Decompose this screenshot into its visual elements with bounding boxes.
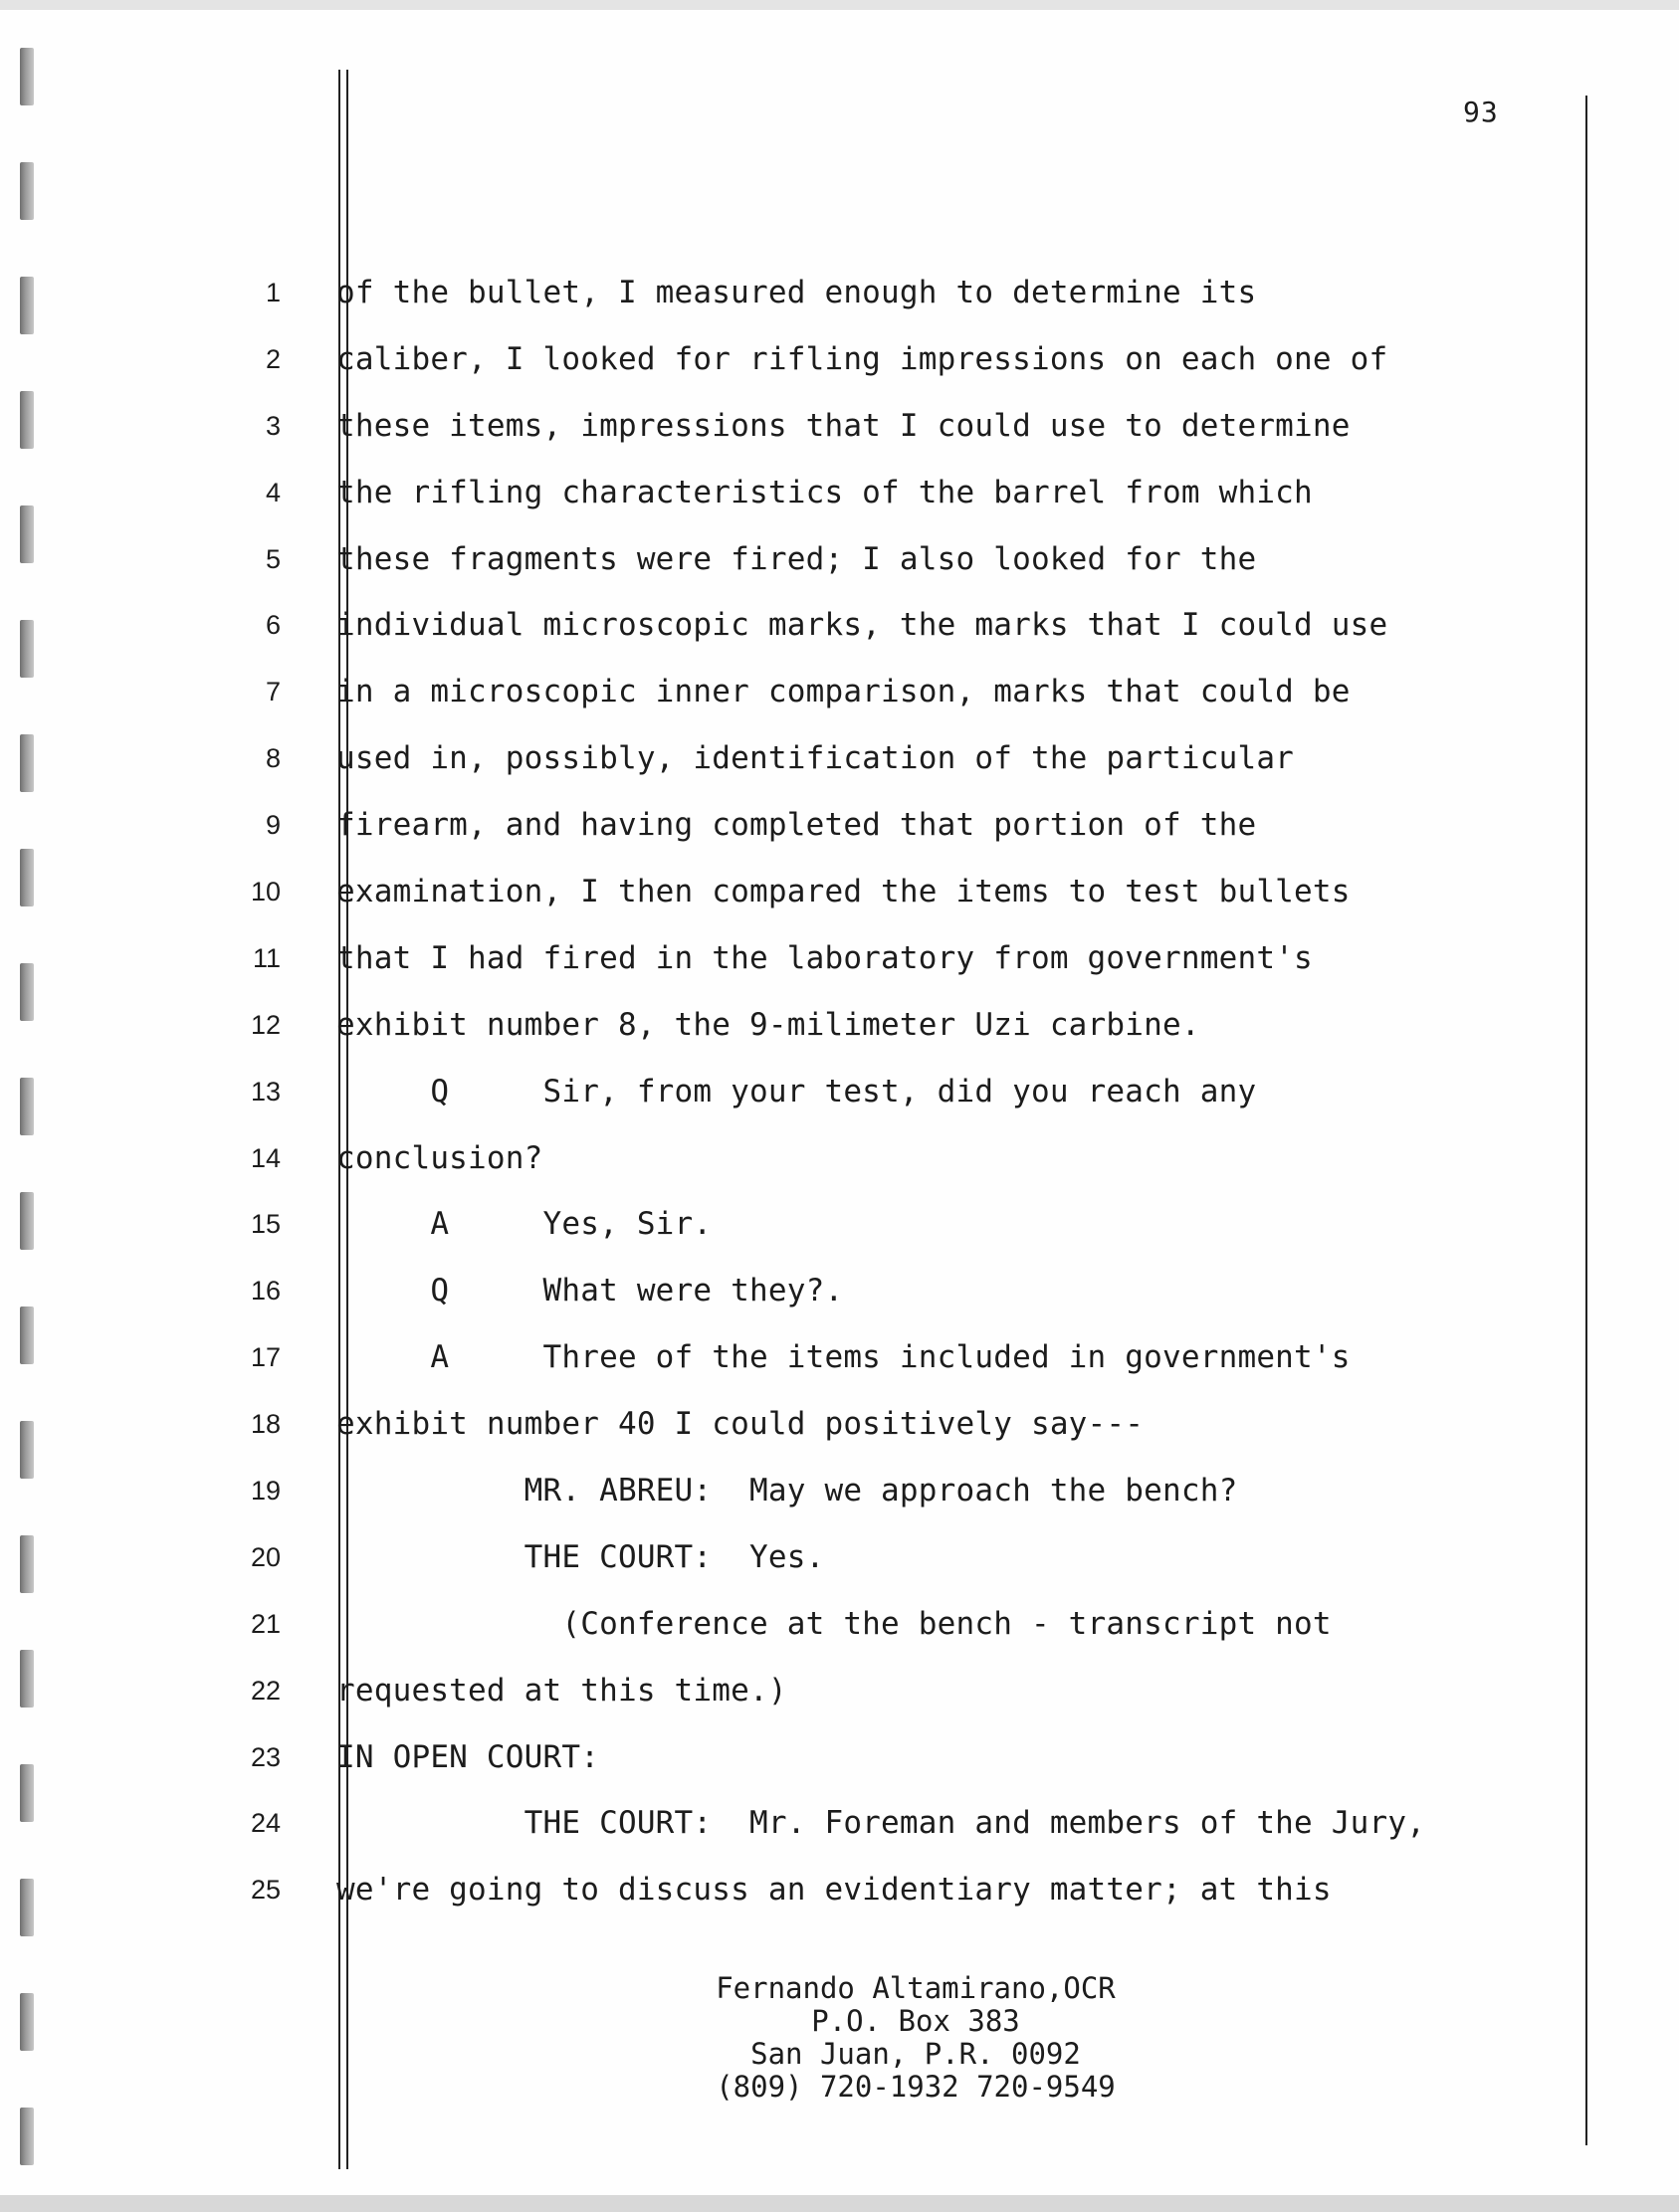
transcript-line: THE COURT: Yes. [336,1538,825,1575]
transcript-line: Q What were they?. [336,1273,844,1309]
binder-hole [20,1879,34,1936]
transcript-line: these items, impressions that I could use to determine [336,407,1351,444]
binder-hole [20,1764,34,1822]
binder-holes [0,0,60,2212]
transcript-line: individual microscopic marks, the marks that I could use [336,607,1388,644]
line-number: 25 [250,1875,281,1906]
transcript-line: Q Sir, from your test, did you reach any [336,1073,1257,1109]
binder-hole [20,1535,34,1593]
line-number: 14 [250,1142,281,1173]
line-number: 13 [250,1076,281,1106]
binder-hole [20,1078,34,1135]
line-number: 19 [250,1476,281,1507]
line-number: 11 [252,942,281,973]
transcript-line: the rifling characteristics of the barrel from which [336,474,1313,510]
binder-hole [20,48,34,105]
line-number: 23 [250,1741,281,1772]
line-number: 4 [265,477,281,507]
transcript-line: we're going to discuss an evidentiary matter; at this [336,1872,1332,1909]
transcript-line: A Yes, Sir. [336,1206,713,1243]
line-number: 6 [265,610,281,641]
line-number: 3 [265,410,281,441]
reporter-po-box: P.O. Box 383 [811,2004,1020,2038]
transcript-line: caliber, I looked for rifling impressions on each one of [336,340,1388,377]
line-number: 18 [250,1409,281,1440]
line-number: 20 [250,1541,281,1572]
line-number: 10 [250,877,281,907]
binder-hole [20,849,34,906]
line-number-column [199,277,289,1940]
reporter-name: Fernando Altamirano,OCR [716,1971,1116,2005]
binder-hole [20,391,34,449]
binder-hole [20,2108,34,2165]
line-number: 2 [265,343,281,374]
transcript-line: THE COURT: Mr. Foreman and members of the Jury, [336,1805,1426,1842]
line-number: 16 [250,1276,281,1307]
transcript-line: MR. ABREU: May we approach the bench? [336,1473,1238,1509]
transcript-line: used in, possibly, identification of the particular [336,740,1295,777]
transcript-line: of the bullet, I measured enough to determine its [336,275,1257,310]
binder-hole [20,1650,34,1708]
line-number: 7 [265,677,281,707]
binder-hole [20,1421,34,1479]
binder-hole [20,1192,34,1250]
right-margin-rule [1585,96,1587,2145]
transcript-line: exhibit number 8, the 9-milimeter Uzi carbine. [336,1006,1200,1043]
binder-hole [20,1993,34,2051]
line-number: 12 [250,1009,281,1040]
transcript-line: firearm, and having completed that portion of the [336,807,1257,844]
line-number: 1 [265,278,281,307]
line-number: 21 [250,1608,281,1639]
reporter-phone: (809) 720-1932 720-9549 [716,2070,1116,2104]
binder-hole [20,162,34,220]
binder-hole [20,620,34,678]
reporter-footer [557,1972,1274,2104]
binder-hole [20,277,34,334]
transcript-body [336,277,1491,1940]
transcript-line: requested at this time.) [336,1672,787,1709]
binder-hole [20,1307,34,1364]
line-number: 17 [250,1342,281,1373]
binder-hole [20,963,34,1021]
line-number: 15 [250,1209,281,1240]
transcript-line: exhibit number 40 I could positively say--- [336,1406,1145,1443]
line-number: 24 [250,1808,281,1839]
page-top-edge [0,0,1679,10]
binder-hole [20,505,34,563]
line-number: 9 [265,810,281,841]
line-number: 5 [265,543,281,574]
page-number: 93 [1463,96,1499,128]
transcript-line: these fragments were fired; I also looked for the [336,540,1257,577]
transcript-line: (Conference at the bench - transcript not [336,1605,1332,1642]
line-number: 8 [265,743,281,774]
transcript-line: conclusion? [336,1139,543,1176]
transcript-line: IN OPEN COURT: [336,1738,600,1775]
transcript-line: that I had fired in the laboratory from government's [336,939,1313,976]
transcript-line: in a microscopic inner comparison, marks that could be [336,674,1351,710]
transcript-line: A Three of the items included in government's [336,1339,1351,1376]
reporter-city: San Juan, P.R. 0092 [750,2037,1081,2071]
line-number: 22 [250,1675,281,1706]
page-bottom-edge [0,2195,1679,2212]
binder-hole [20,734,34,792]
transcript-line: examination, I then compared the items to test bullets [336,874,1351,910]
